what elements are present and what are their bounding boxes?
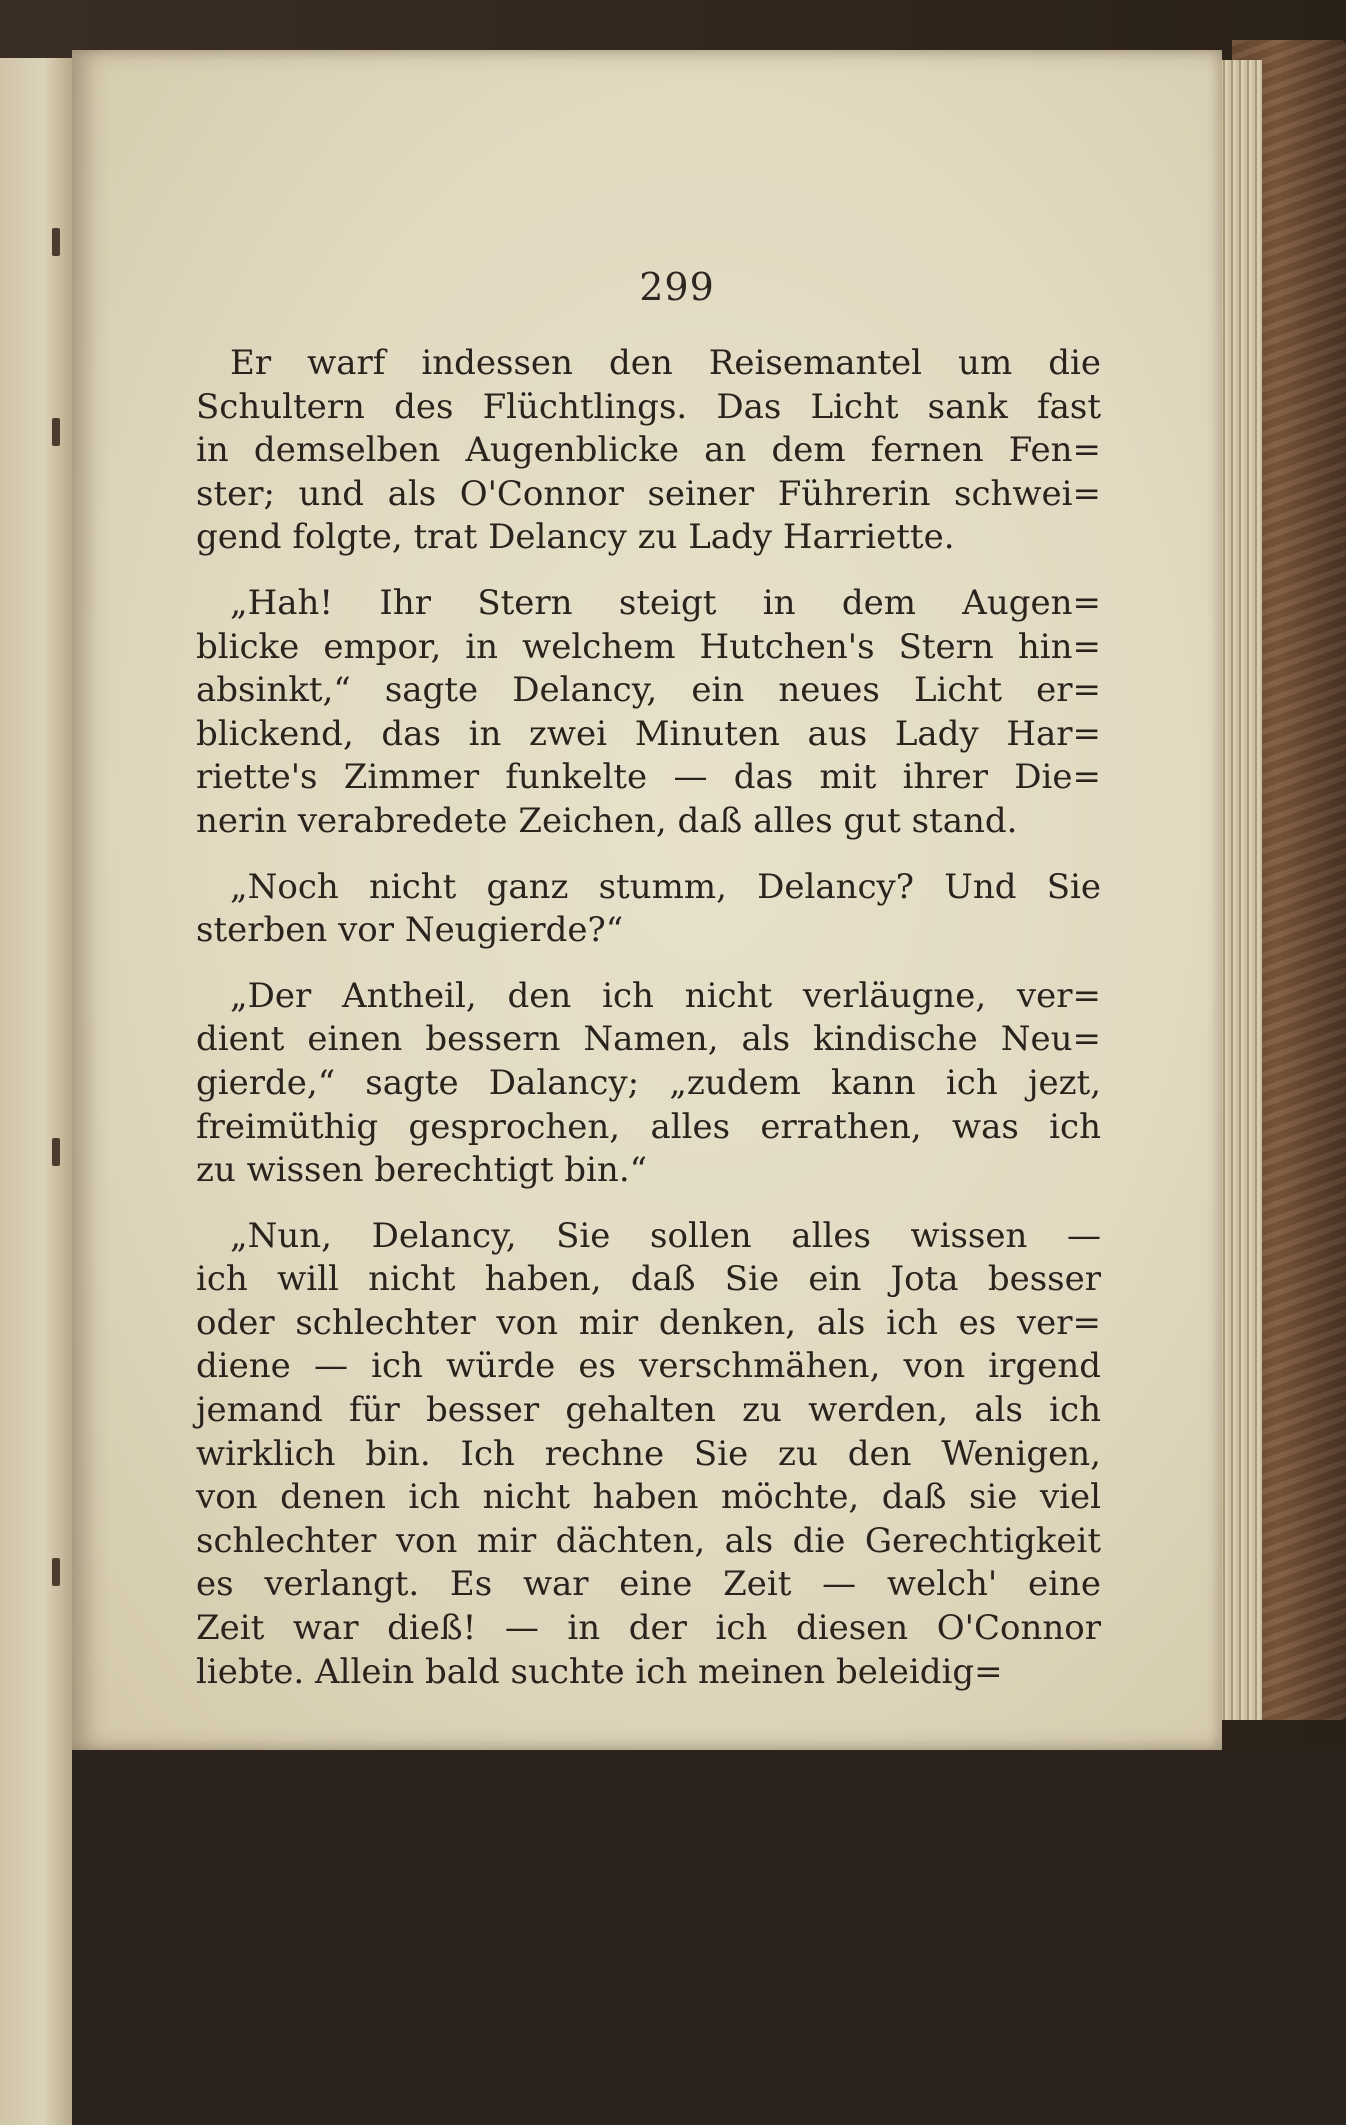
text-line: Zeit war dieß! — in der ich diesen O'Connor <box>196 1608 1101 1649</box>
text-line: absinkt,“ sagte Delancy, ein neues Licht er= <box>196 670 1101 711</box>
text-line: dient einen bessern Namen, als kindische Neu= <box>196 1019 1101 1060</box>
text-line: gend folgte, trat Delancy zu Lady Harriette. <box>196 517 955 558</box>
facing-page-edge <box>0 58 72 2125</box>
text-line: „Der Antheil, den ich nicht verläugne, ver= <box>230 975 1101 1016</box>
text-line: von denen ich nicht haben möchte, daß sie viel <box>196 1477 1101 1518</box>
text-line: diene — ich würde es verschmähen, von irgend <box>196 1346 1101 1387</box>
binding-mark <box>52 228 60 256</box>
text-line: in demselben Augenblicke an dem fernen Fen= <box>196 430 1101 471</box>
paragraph <box>196 1215 1101 1695</box>
text-line: „Noch nicht ganz stumm, Delancy? Und Sie <box>230 866 1101 907</box>
text-line: gierde,“ sagte Dalancy; „zudem kann ich jezt, <box>196 1062 1101 1103</box>
text-line: ster; und als O'Connor seiner Führerin schwei= <box>196 473 1101 514</box>
text-line: zu wissen berechtigt bin.“ <box>196 1150 648 1191</box>
paragraph <box>196 582 1101 844</box>
body-text <box>196 342 1101 1716</box>
text-line: schlechter von mir dächten, als die Gerechtigkeit <box>196 1520 1101 1561</box>
text-line: nerin verabredete Zeichen, daß alles gut stand. <box>196 800 1018 841</box>
text-line: oder schlechter von mir denken, als ich es ver= <box>196 1302 1101 1343</box>
background-surface <box>72 1750 1346 2125</box>
text-line: ich will nicht haben, daß Sie ein Jota besser <box>196 1259 1101 1300</box>
text-line: es verlangt. Es war eine Zeit — welch' eine <box>196 1564 1101 1605</box>
text-line: blickend, das in zwei Minuten aus Lady Har= <box>196 713 1101 754</box>
binding-mark <box>52 418 60 446</box>
paragraph <box>196 342 1101 560</box>
text-line: „Hah! Ihr Stern steigt in dem Augen= <box>230 582 1101 623</box>
paragraph <box>196 866 1101 953</box>
text-line: liebte. Allein bald suchte ich meinen beleidig= <box>196 1651 1003 1692</box>
text-line: jemand für besser gehalten zu werden, als ich <box>196 1390 1101 1431</box>
binding-mark <box>52 1138 60 1166</box>
page-number: 299 <box>639 265 715 309</box>
book-page <box>72 50 1222 1750</box>
text-line: sterben vor Neugierde?“ <box>196 910 624 951</box>
text-line: „Nun, Delancy, Sie sollen alles wissen — <box>230 1215 1101 1256</box>
text-line: riette's Zimmer funkelte — das mit ihrer Die= <box>196 757 1101 798</box>
text-line: freimüthig gesprochen, alles errathen, was ich <box>196 1106 1101 1147</box>
paragraph <box>196 975 1101 1193</box>
binding-mark <box>52 1558 60 1586</box>
text-line: wirklich bin. Ich rechne Sie zu den Wenigen, <box>196 1433 1101 1474</box>
text-line: Schultern des Flüchtlings. Das Licht sank fast <box>196 386 1101 427</box>
text-line: Er warf indessen den Reisemantel um die <box>230 343 1101 383</box>
text-line: blicke empor, in welchem Hutchen's Stern hin= <box>196 626 1101 667</box>
